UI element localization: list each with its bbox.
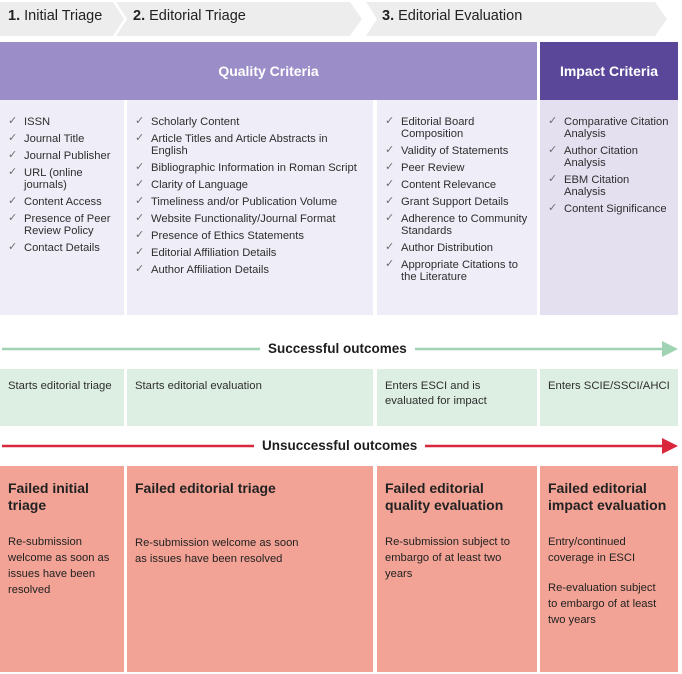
criteria-item-label: Content Access	[24, 196, 102, 208]
criteria-item	[135, 116, 367, 128]
criteria-item	[548, 145, 672, 169]
check-icon: ✓	[385, 195, 395, 207]
quality-criteria-header: Quality Criteria	[0, 42, 537, 100]
fail-title: Failed editorial impact evaluation	[548, 480, 667, 513]
check-icon: ✓	[385, 115, 395, 127]
criteria-item-label: Appropriate Citations to the Literature	[401, 259, 518, 283]
criteria-item-label: EBM Citation Analysis	[564, 174, 630, 198]
check-icon: ✓	[135, 229, 145, 241]
criteria-item	[385, 213, 531, 237]
check-icon: ✓	[135, 195, 145, 207]
criteria-item-label: Scholarly Content	[151, 116, 240, 128]
check-icon: ✓	[385, 241, 395, 253]
check-icon: ✓	[548, 144, 558, 156]
criteria-item-label: Grant Support Details	[401, 196, 509, 208]
criteria-item	[135, 162, 367, 174]
check-icon: ✓	[8, 149, 18, 161]
check-icon: ✓	[135, 212, 145, 224]
check-icon: ✓	[135, 246, 145, 258]
criteria-item	[8, 167, 118, 191]
criteria-item-label: Comparative Citation Analysis	[564, 116, 669, 140]
check-icon: ✓	[548, 202, 558, 214]
criteria-item-label: Presence of Peer Review Policy	[24, 213, 111, 237]
criteria-item	[8, 196, 118, 208]
criteria-item	[548, 174, 672, 198]
check-icon: ✓	[8, 195, 18, 207]
successful-outcomes-label: Successful outcomes	[260, 341, 415, 356]
criteria-item	[385, 145, 531, 157]
criteria-item-label: Bibliographic Information in Roman Script	[151, 162, 357, 174]
fail-body: Re-submission welcome as soon as issues have been resolved	[135, 537, 299, 565]
impact-criteria-header: Impact Criteria	[540, 42, 678, 100]
editorial-evaluation-criteria	[377, 100, 537, 315]
fail-editorial-evaluation	[377, 466, 537, 672]
criteria-item-label: Timeliness and/or Publication Volume	[151, 196, 338, 208]
fail-title: Failed editorial quality evaluation	[385, 480, 504, 513]
fail-title: Failed initial triage	[8, 480, 89, 513]
criteria-item-label: Website Functionality/Journal Format	[151, 213, 336, 225]
criteria-item	[135, 179, 367, 191]
criteria-item-label: Editorial Affiliation Details	[151, 247, 277, 259]
check-icon: ✓	[8, 166, 18, 178]
criteria-item-label: Clarity of Language	[151, 179, 249, 191]
criteria-item	[135, 133, 367, 157]
check-icon: ✓	[548, 115, 558, 127]
criteria-item	[548, 203, 672, 215]
criteria-item	[135, 213, 367, 225]
criteria-item	[8, 116, 118, 128]
criteria-item-label: Author Affiliation Details	[151, 264, 269, 276]
stage-1-text: Initial Triage	[24, 8, 103, 24]
stage-3-text: Editorial Evaluation	[398, 8, 523, 24]
criteria-item-label: URL (online journals)	[24, 167, 83, 191]
success-editorial-evaluation: Enters ESCI and is evaluated for impact	[377, 369, 537, 426]
fail-body-secondary: Re-evaluation subject to embargo of at least two years	[548, 582, 657, 626]
check-icon: ✓	[385, 161, 395, 173]
criteria-item	[385, 116, 531, 140]
success-impact: Enters SCIE/SSCI/AHCI	[540, 369, 678, 426]
criteria-item-label: Adherence to Community Standards	[401, 213, 528, 237]
criteria-item	[135, 196, 367, 208]
fail-title: Failed editorial triage	[135, 480, 276, 496]
stage-1-number: 1.	[8, 8, 21, 24]
criteria-item-label: Author Distribution	[401, 242, 494, 254]
criteria-item-label: ISSN	[24, 116, 51, 128]
stage-2-label	[133, 8, 246, 24]
criteria-item-label: Contact Details	[24, 242, 100, 254]
stage-3-number: 3.	[382, 8, 395, 24]
criteria-item	[135, 230, 367, 242]
criteria-item	[385, 162, 531, 174]
check-icon: ✓	[385, 258, 395, 270]
stage-2-text: Editorial Triage	[149, 8, 246, 24]
criteria-item-label: Content Relevance	[401, 179, 497, 191]
criteria-item-label: Presence of Ethics Statements	[151, 230, 304, 242]
editorial-triage-criteria	[127, 100, 373, 315]
success-editorial-triage: Starts editorial evaluation	[127, 369, 373, 426]
check-icon: ✓	[135, 178, 145, 190]
criteria-item	[8, 133, 118, 145]
fail-body: Re-submission subject to embargo of at least two years	[385, 536, 510, 580]
fail-initial-triage	[0, 466, 124, 672]
criteria-item	[385, 179, 531, 191]
unsuccessful-outcomes-label: Unsuccessful outcomes	[254, 438, 425, 453]
check-icon: ✓	[385, 144, 395, 156]
check-icon: ✓	[8, 241, 18, 253]
fail-editorial-triage	[127, 466, 373, 672]
criteria-item	[385, 242, 531, 254]
initial-triage-criteria	[0, 100, 124, 315]
criteria-item-label: Author Citation Analysis	[564, 145, 639, 169]
criteria-item	[135, 264, 367, 276]
check-icon: ✓	[385, 212, 395, 224]
criteria-item-label: Article Titles and Article Abstracts in English	[151, 133, 328, 157]
check-icon: ✓	[135, 263, 145, 275]
criteria-item-label: Peer Review	[401, 162, 465, 174]
criteria-item-label: Journal Publisher	[24, 150, 111, 162]
check-icon: ✓	[135, 161, 145, 173]
criteria-item	[8, 242, 118, 254]
criteria-item	[385, 259, 531, 283]
criteria-item-label: Content Significance	[564, 203, 667, 215]
check-icon: ✓	[548, 173, 558, 185]
success-initial-triage: Starts editorial triage	[0, 369, 124, 426]
criteria-item-label: Journal Title	[24, 133, 85, 145]
check-icon: ✓	[8, 115, 18, 127]
criteria-item-label: Validity of Statements	[401, 145, 509, 157]
stage-3-label	[382, 8, 522, 24]
criteria-item	[385, 196, 531, 208]
fail-body: Entry/continued coverage in ESCI	[548, 536, 636, 564]
stage-2-number: 2.	[133, 8, 146, 24]
check-icon: ✓	[135, 132, 145, 144]
criteria-item-label: Editorial Board Composition	[401, 116, 475, 140]
fail-body: Re-submission welcome as soon as issues have been resolved	[8, 536, 110, 596]
criteria-item	[8, 150, 118, 162]
criteria-item	[548, 116, 672, 140]
stage-1-label	[8, 8, 102, 24]
check-icon: ✓	[8, 132, 18, 144]
criteria-item	[8, 213, 118, 237]
criteria-item	[135, 247, 367, 259]
fail-impact-evaluation	[540, 466, 678, 672]
check-icon: ✓	[135, 115, 145, 127]
check-icon: ✓	[8, 212, 18, 224]
check-icon: ✓	[385, 178, 395, 190]
impact-criteria-list	[540, 100, 678, 315]
